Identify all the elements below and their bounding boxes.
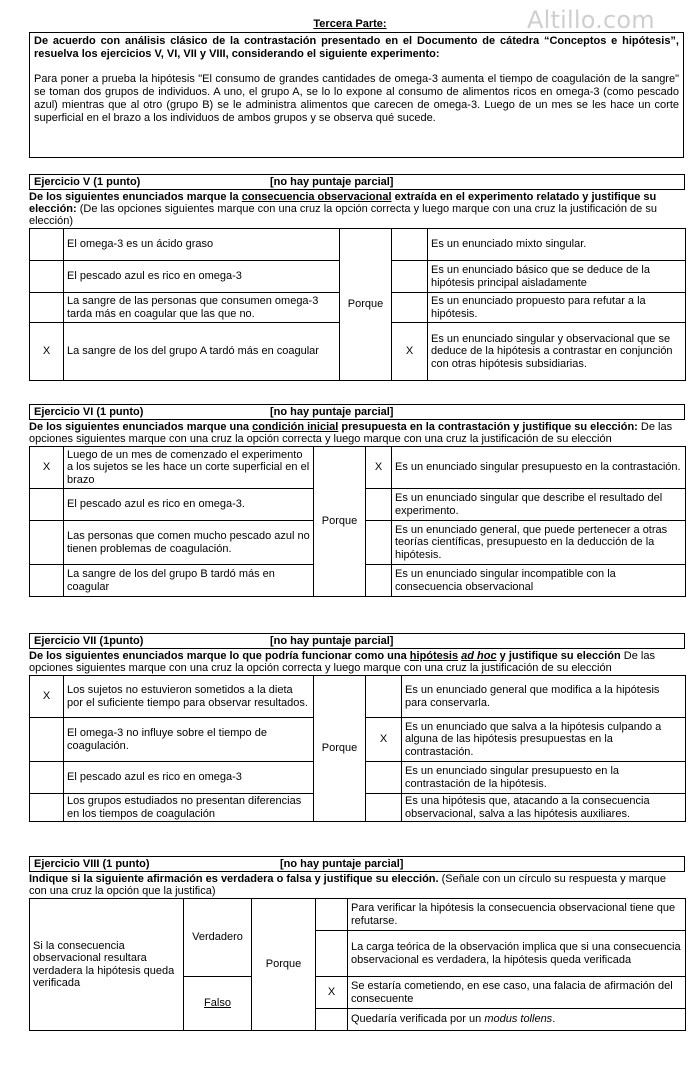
porque-cell: Porque <box>314 676 366 822</box>
intro-experiment: Para poner a prueba la hipótesis "El consumo de grandes cantidades de omega-3 aumenta el tiempo de coagulación de la sangre" se toman dos grupos de individuos. A uno, el grupo A, se lo lo expone al consumo de alimentos ricos en omega-3 (como pescado azul) mientras que al otro (grupo B) se le administra alimentos que carecen de omega-3. Luego de un mes se les hace un corte superficial en el brazo a los individuos de ambos grupos y se observa qué sucede. <box>34 73 679 124</box>
intro-box <box>29 32 684 158</box>
mark-cell[interactable] <box>366 565 392 597</box>
exercise-7-table <box>29 675 686 822</box>
justification-cell: La carga teórica de la observación implica que si una consecuencia observacional es verdadera, la hipótesis queda verificada <box>348 931 686 977</box>
exercise-7-header <box>29 633 685 649</box>
exercise-6-table <box>29 446 686 597</box>
option-cell: Las personas que comen mucho pescado azul no tienen problemas de coagulación. <box>64 521 314 565</box>
no-partial-score: [no hay puntaje parcial] <box>280 858 404 870</box>
instr-text: presupuesta en la contrastación y justifique su elección: <box>338 421 638 433</box>
mark-cell[interactable]: X <box>30 323 64 381</box>
exercise-5-table <box>29 228 686 381</box>
exercise-8 <box>29 856 685 1031</box>
exercise-6-title: Ejercicio VI (1 punto) <box>34 406 144 418</box>
mark-cell[interactable] <box>392 293 428 323</box>
instr-text: De los siguientes enunciados marque una <box>29 421 253 433</box>
option-cell: La sangre de las personas que consumen omega-3 tarda más en coagular que las que no. <box>64 293 340 323</box>
exercise-7 <box>29 633 685 822</box>
mark-cell[interactable] <box>30 794 64 822</box>
justification-cell: Es un enunciado que salva a la hipótesis culpando a alguna de las hipótesis presupuestas en la contrastación. <box>402 718 686 762</box>
exercise-7-instructions <box>29 649 685 675</box>
mark-cell[interactable] <box>30 521 64 565</box>
justification-cell: Es un enunciado singular y observacional que se deduce de la hipótesis a contrastar en conjunción con otras hipótesis subsidiarias. <box>428 323 686 381</box>
mark-cell[interactable]: X <box>316 977 348 1009</box>
option-cell: El pescado azul es rico en omega-3. <box>64 489 314 521</box>
justification-cell: Es un enunciado singular incompatible con la consecuencia observacional <box>392 565 686 597</box>
mark-cell[interactable] <box>366 794 402 822</box>
exercise-6 <box>29 404 685 597</box>
exercise-6-header <box>29 404 685 420</box>
instr-text: Indique si la siguiente afirmación es verdadera o falsa y justifique su elección. <box>29 873 439 885</box>
intro-instructions: De acuerdo con análisis clásico de la contrastación presentado en el Documento de cátedra “Conceptos e hipótesis”, resuelva los ejercicios V, VI, VII y VIII, considerando el siguiente experimento: <box>34 35 679 60</box>
instr-note: De las opciones siguientes marque con una cruz la opción correcta y luego marque con una cruz la justificación de su elección <box>29 650 655 674</box>
justification-italic: modus tollens <box>484 1013 553 1026</box>
falso-option[interactable]: Falso <box>184 977 252 1031</box>
table-row <box>30 447 686 489</box>
exercise-7-title: Ejercicio VII (1punto) <box>34 635 144 647</box>
porque-cell: Porque <box>340 229 392 381</box>
justification-cell: Es un enunciado general, que puede pertenecer a otras teorías científicas, presupuesto en la deducción de la hipótesis. <box>392 521 686 565</box>
mark-cell[interactable] <box>30 718 64 762</box>
instr-note: (Señale con un círculo su respuesta y marque con una cruz la opción que la justifica) <box>29 873 667 897</box>
justification-cell: Es un enunciado propuesto para refutar a la hipótesis. <box>428 293 686 323</box>
mark-cell[interactable] <box>366 676 402 718</box>
option-cell: El pescado azul es rico en omega-3 <box>64 261 340 293</box>
mark-cell[interactable] <box>392 261 428 293</box>
porque-cell: Porque <box>252 899 316 1031</box>
justification-text: . <box>552 1013 556 1026</box>
justification-cell: Es un enunciado singular presupuesto en la contrastación de la hipótesis. <box>402 762 686 794</box>
exercise-8-header <box>29 856 685 872</box>
mark-cell[interactable] <box>30 762 64 794</box>
mark-cell[interactable] <box>30 293 64 323</box>
mark-cell[interactable] <box>316 931 348 977</box>
verdadero-option[interactable]: Verdadero <box>184 899 252 977</box>
exercise-8-table <box>29 898 686 1031</box>
mark-cell[interactable] <box>366 762 402 794</box>
justification-cell: Es una hipótesis que, atacando a la consecuencia observacional, salva a las hipótesis auxiliares. <box>402 794 686 822</box>
part-title: Tercera Parte: <box>313 18 387 30</box>
option-cell: El pescado azul es rico en omega-3 <box>64 762 314 794</box>
mark-cell[interactable] <box>316 1009 348 1031</box>
justification-cell: Es un enunciado mixto singular. <box>428 229 686 261</box>
justification-cell: Se estaría cometiendo, en ese caso, una falacia de afirmación del consecuente <box>348 977 686 1009</box>
justification-text: Quedaría verificada por un <box>351 1013 485 1026</box>
statement-cell: Si la consecuencia observacional resultara verdadera la hipótesis queda verificada <box>30 899 184 1031</box>
mark-cell[interactable]: X <box>30 447 64 489</box>
mark-cell[interactable] <box>366 489 392 521</box>
instr-note: (De las opciones siguientes marque con una cruz la opción correcta y luego marque con una cruz la justificación de su elección) <box>29 203 657 227</box>
no-partial-score: [no hay puntaje parcial] <box>270 635 394 647</box>
exercise-8-instructions <box>29 872 685 898</box>
mark-cell[interactable] <box>392 229 428 261</box>
exercise-8-title: Ejercicio VIII (1 punto) <box>34 858 150 870</box>
option-cell: La sangre de los del grupo A tardó más en coagular <box>64 323 340 381</box>
table-row <box>30 899 686 931</box>
mark-cell[interactable]: X <box>30 676 64 718</box>
instr-text: De los siguientes enunciados marque lo que podría funcionar como una <box>29 650 410 662</box>
exercise-5-instructions <box>29 190 685 228</box>
exercise-5-title: Ejercicio V (1 punto) <box>34 176 141 188</box>
mark-cell[interactable] <box>30 489 64 521</box>
mark-cell[interactable]: X <box>366 447 392 489</box>
instr-text: y justifique su elección <box>496 650 621 662</box>
porque-cell: Porque <box>314 447 366 597</box>
justification-cell: Es un enunciado singular que describe el resultado del experimento. <box>392 489 686 521</box>
option-cell: El omega-3 no influye sobre el tiempo de coagulación. <box>64 718 314 762</box>
table-row <box>30 676 686 718</box>
mark-cell[interactable]: X <box>392 323 428 381</box>
instr-underlined: hipótesis <box>409 650 459 662</box>
exercise-6-instructions <box>29 420 685 446</box>
mark-cell[interactable] <box>366 521 392 565</box>
no-partial-score: [no hay puntaje parcial] <box>270 406 394 418</box>
justification-cell: Para verificar la hipótesis la consecuencia observacional tiene que refutarse. <box>348 899 686 931</box>
exercise-5 <box>29 174 685 381</box>
mark-cell[interactable] <box>316 899 348 931</box>
option-cell: La sangre de los del grupo B tardó más en coagular <box>64 565 314 597</box>
mark-cell[interactable] <box>30 261 64 293</box>
justification-cell: Es un enunciado general que modifica a la hipótesis para conservarla. <box>402 676 686 718</box>
instr-underlined: condición inicial <box>252 421 339 433</box>
instr-text: extraída en el experimento relatado y justifique su elección: <box>29 191 657 215</box>
option-cell: Los grupos estudiados no presentan diferencias en los tiempos de coagulación <box>64 794 314 822</box>
table-row <box>30 229 686 261</box>
justification-cell <box>348 1009 686 1031</box>
justification-cell: Es un enunciado básico que se deduce de la hipótesis principal aisladamente <box>428 261 686 293</box>
site-logo: Altillo.com <box>527 6 655 34</box>
instr-underlined: consecuencia observacional <box>241 191 392 203</box>
instr-text: De los siguientes enunciados marque la <box>29 191 242 203</box>
option-cell: El omega-3 es un ácido graso <box>64 229 340 261</box>
mark-cell[interactable]: X <box>366 718 402 762</box>
instr-note: De las opciones siguientes marque con una cruz la opción correcta y luego marque con una cruz la justificación de su elección <box>29 421 673 445</box>
option-cell: Los sujetos no estuvieron sometidos a la dieta por el suficiente tiempo para observar resultados. <box>64 676 314 718</box>
option-cell: Luego de un mes de comenzado el experimento a los sujetos se les hace un corte superficial en el brazo <box>64 447 314 489</box>
justification-cell: Es un enunciado singular presupuesto en la contrastación. <box>392 447 686 489</box>
mark-cell[interactable] <box>30 565 64 597</box>
instr-underlined-italic: ad hoc <box>461 650 497 662</box>
exercise-5-header <box>29 174 685 190</box>
no-partial-score: [no hay puntaje parcial] <box>270 176 394 188</box>
mark-cell[interactable] <box>30 229 64 261</box>
